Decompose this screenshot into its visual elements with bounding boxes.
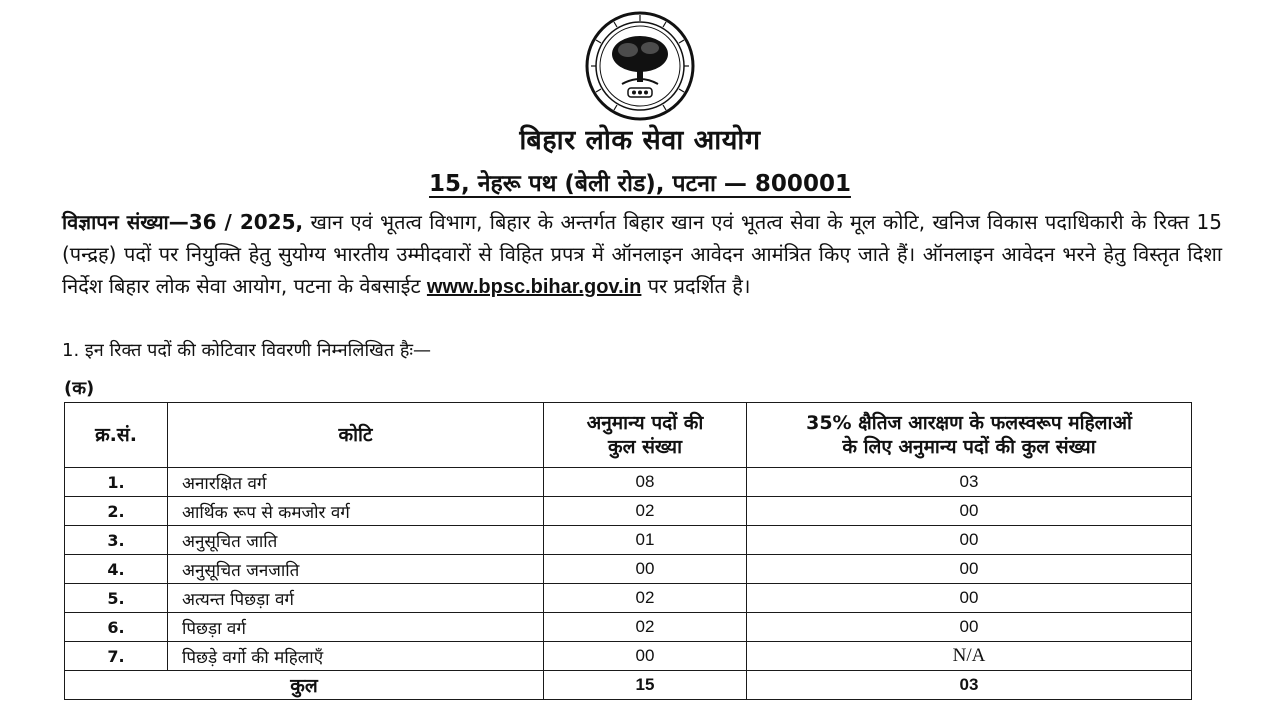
- table-row: [65, 497, 1192, 526]
- cell-serial-no: 1.: [65, 468, 168, 497]
- cell-serial-no: 5.: [65, 584, 168, 613]
- cell-serial-no: 3.: [65, 526, 168, 555]
- cell-serial-no: 6.: [65, 613, 168, 642]
- advertisement-paragraph: [62, 206, 1222, 303]
- table-row: [65, 555, 1192, 584]
- cell-category: पिछड़ा वर्ग: [168, 613, 544, 642]
- table-row: [65, 468, 1192, 497]
- cell-total-posts: 00: [544, 642, 747, 671]
- table-row: [65, 584, 1192, 613]
- header-women-line1: 35% क्षैतिज आरक्षण के फलस्वरूप महिलाओं: [806, 412, 1132, 434]
- total-label: कुल: [65, 671, 544, 700]
- cell-total-posts: 02: [544, 497, 747, 526]
- cell-total-posts: 02: [544, 584, 747, 613]
- cell-serial-no: 2.: [65, 497, 168, 526]
- org-name: बिहार लोक सेवा आयोग: [519, 125, 761, 156]
- cell-total-posts: 01: [544, 526, 747, 555]
- address-text: 15, नेहरू पथ (बेली रोड), पटना — 800001: [429, 171, 851, 197]
- section-label: (क): [64, 378, 95, 399]
- cell-total-posts: 00: [544, 555, 747, 584]
- bpsc-seal-icon: [584, 10, 696, 122]
- header-serial-no: क्र.सं.: [65, 403, 168, 468]
- total-women-sum: 03: [747, 671, 1192, 700]
- cell-women-posts: N/A: [747, 642, 1192, 671]
- advertisement-body: खान एवं भूतत्व विभाग, बिहार के अन्तर्गत बिहार खान एवं भूतत्व सेवा के मूल कोटि, खनिज विकास पदाधिकारी के रिक्त 15 (पन्द्रह) पदों पर नियुक्ति हेतु सुयोग्य भारतीय उम्मीदवारों से विहित प्रपत्र में ऑनलाइन आवेदन आमंत्रित किए जाते हैं। ऑनलाइन आवेदन भरने हेतु विस्तृत दिशा निर्देश बिहार लोक सेवा आयोग, पटना के वेबसाईट: [62, 210, 1222, 298]
- vacancy-table: [64, 402, 1192, 700]
- header-women-line2: के लिए अनुमान्य पदों की कुल संख्या: [842, 436, 1096, 458]
- table-row: [65, 526, 1192, 555]
- header-women-posts: [747, 403, 1192, 468]
- table-row: [65, 642, 1192, 671]
- cell-serial-no: 4.: [65, 555, 168, 584]
- total-posts-sum: 15: [544, 671, 747, 700]
- table-header-row: [65, 403, 1192, 468]
- cell-category: अत्यन्त पिछड़ा वर्ग: [168, 584, 544, 613]
- website-link[interactable]: www.bpsc.bihar.gov.in: [426, 276, 642, 298]
- point-1-text: 1. इन रिक्त पदों की कोटिवार विवरणी निम्नलिखित हैः—: [62, 340, 432, 361]
- header-total-posts: [544, 403, 747, 468]
- cell-women-posts: 00: [747, 497, 1192, 526]
- cell-category: आर्थिक रूप से कमजोर वर्ग: [168, 497, 544, 526]
- header-total-line2: कुल संख्या: [608, 436, 682, 458]
- cell-category: पिछड़े वर्गो की महिलाएँ: [168, 642, 544, 671]
- advertisement-number: विज्ञापन संख्या—36 / 2025,: [62, 210, 304, 234]
- cell-women-posts: 03: [747, 468, 1192, 497]
- cell-category: अनुसूचित जनजाति: [168, 555, 544, 584]
- header-category: कोटि: [168, 403, 544, 468]
- cell-total-posts: 08: [544, 468, 747, 497]
- table-total-row: [65, 671, 1192, 700]
- cell-category: अनुसूचित जाति: [168, 526, 544, 555]
- header-total-line1: अनुमान्य पदों की: [586, 412, 704, 434]
- table-row: [65, 613, 1192, 642]
- cell-women-posts: 00: [747, 555, 1192, 584]
- cell-women-posts: 00: [747, 584, 1192, 613]
- org-address: [0, 166, 1280, 198]
- cell-total-posts: 02: [544, 613, 747, 642]
- cell-serial-no: 7.: [65, 642, 168, 671]
- cell-category: अनारक्षित वर्ग: [168, 468, 544, 497]
- cell-women-posts: 00: [747, 526, 1192, 555]
- cell-women-posts: 00: [747, 613, 1192, 642]
- advertisement-tail: पर प्रदर्शित है।: [647, 274, 751, 298]
